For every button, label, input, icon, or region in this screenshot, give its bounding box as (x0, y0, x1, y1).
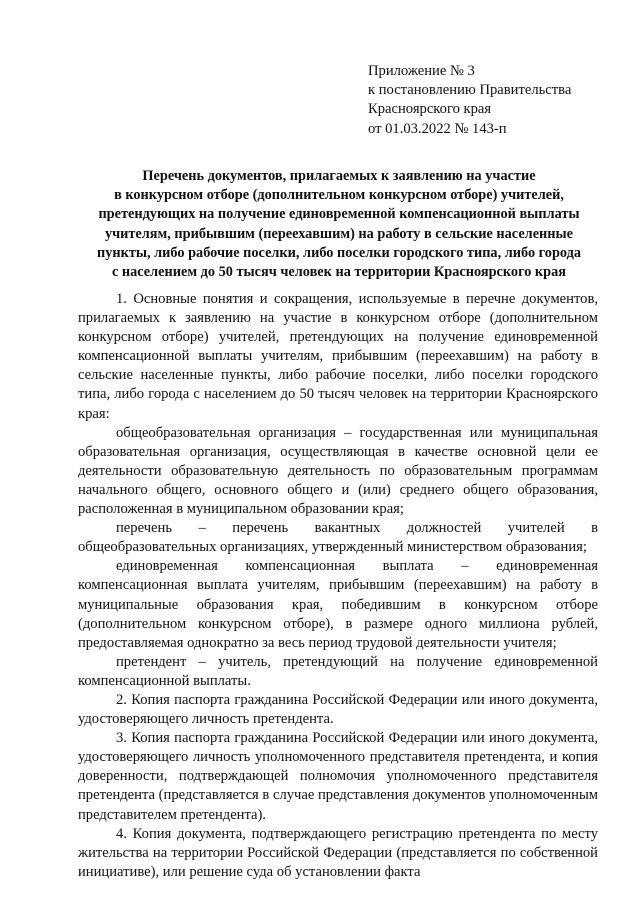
appendix-reference: к постановлению Правительства (368, 82, 572, 99)
appendix-date-number: от 01.03.2022 № 143-п (368, 120, 507, 137)
appendix-header (368, 62, 628, 139)
title-line: учителям, прибывшим (переехавшим) на работу в сельские населенные (104, 225, 574, 242)
title-line: в конкурсном отборе (дополнительном конкурсном отборе) учителей, (114, 187, 564, 204)
title-line: претендующих на получение единовременной компенсационной выплаты (98, 206, 580, 223)
paragraph-definition-applicant: претендент – учитель, претендующий на получение единовременной компенсационной выплаты. (78, 653, 598, 689)
document-title (72, 167, 606, 282)
document-body (78, 290, 598, 882)
paragraph-definition-organization: общеобразовательная организация – государственная или муниципальная образовательная организация, осуществляющая в качестве основной цели ее деятельности образовательную деятельность по образовательным программам начального общего, основного общего и (или) среднего общего образования, расположенная в муниципальном образовании края; (78, 424, 598, 518)
paragraph-definition-list: перечень – перечень вакантных должностей учителей в общеобразовательных организациях, утвержденный министерством образования; (78, 520, 598, 556)
paragraph-item-4: 4. Копия документа, подтверждающего регистрацию претендента по месту жительства на территории Российской Федерации (представляется по собственной инициативе), или решение суда об установлении факта (78, 825, 598, 880)
paragraph-definition-payment: единовременная компенсационная выплата – единовременная компенсационная выплата учителям, прибывшим (переехавшим) на работу в муниципальные образования края, победившим в конкурсном отборе (дополнительном конкурсном отборе), в размере одного миллиона рублей, предоставляемая однократно за весь период трудовой деятельности учителя; (78, 558, 598, 651)
title-line: пункты, либо рабочие поселки, либо поселки городского типа, либо города (96, 244, 582, 261)
appendix-number: Приложение № 3 (368, 63, 475, 79)
title-line: с населением до 50 тысяч человек на территории Красноярского края (111, 264, 567, 281)
title-line: Перечень документов, прилагаемых к заявлению на участие (142, 168, 536, 184)
paragraph-definitions-intro: 1. Основные понятия и сокращения, используемые в перечне документов, прилагаемых к заявлению на участие в конкурсном отборе (дополнительном конкурсном отборе) учителей, претендующих на получение единовременной компенсационной выплаты учителям, прибывшим (переехавшим) на работу в сельские населенные пункты, либо рабочие поселки, либо поселки городского типа, либо города с населением до 50 тысяч человек на территории Красноярского края: (78, 291, 598, 422)
paragraph-item-2: 2. Копия паспорта гражданина Российской Федерации или иного документа, удостоверяющего личность претендента. (78, 691, 598, 728)
paragraph-item-3: 3. Копия паспорта гражданина Российской Федерации или иного документа, удостоверяющего личность уполномоченного представителя претендента, и копия доверенности, подтверждающей полномочия уполномоченного представителя претендента (представляется в случае представления документов уполномоченным представителем претендента). (78, 730, 598, 823)
appendix-region: Красноярского края (368, 101, 492, 118)
